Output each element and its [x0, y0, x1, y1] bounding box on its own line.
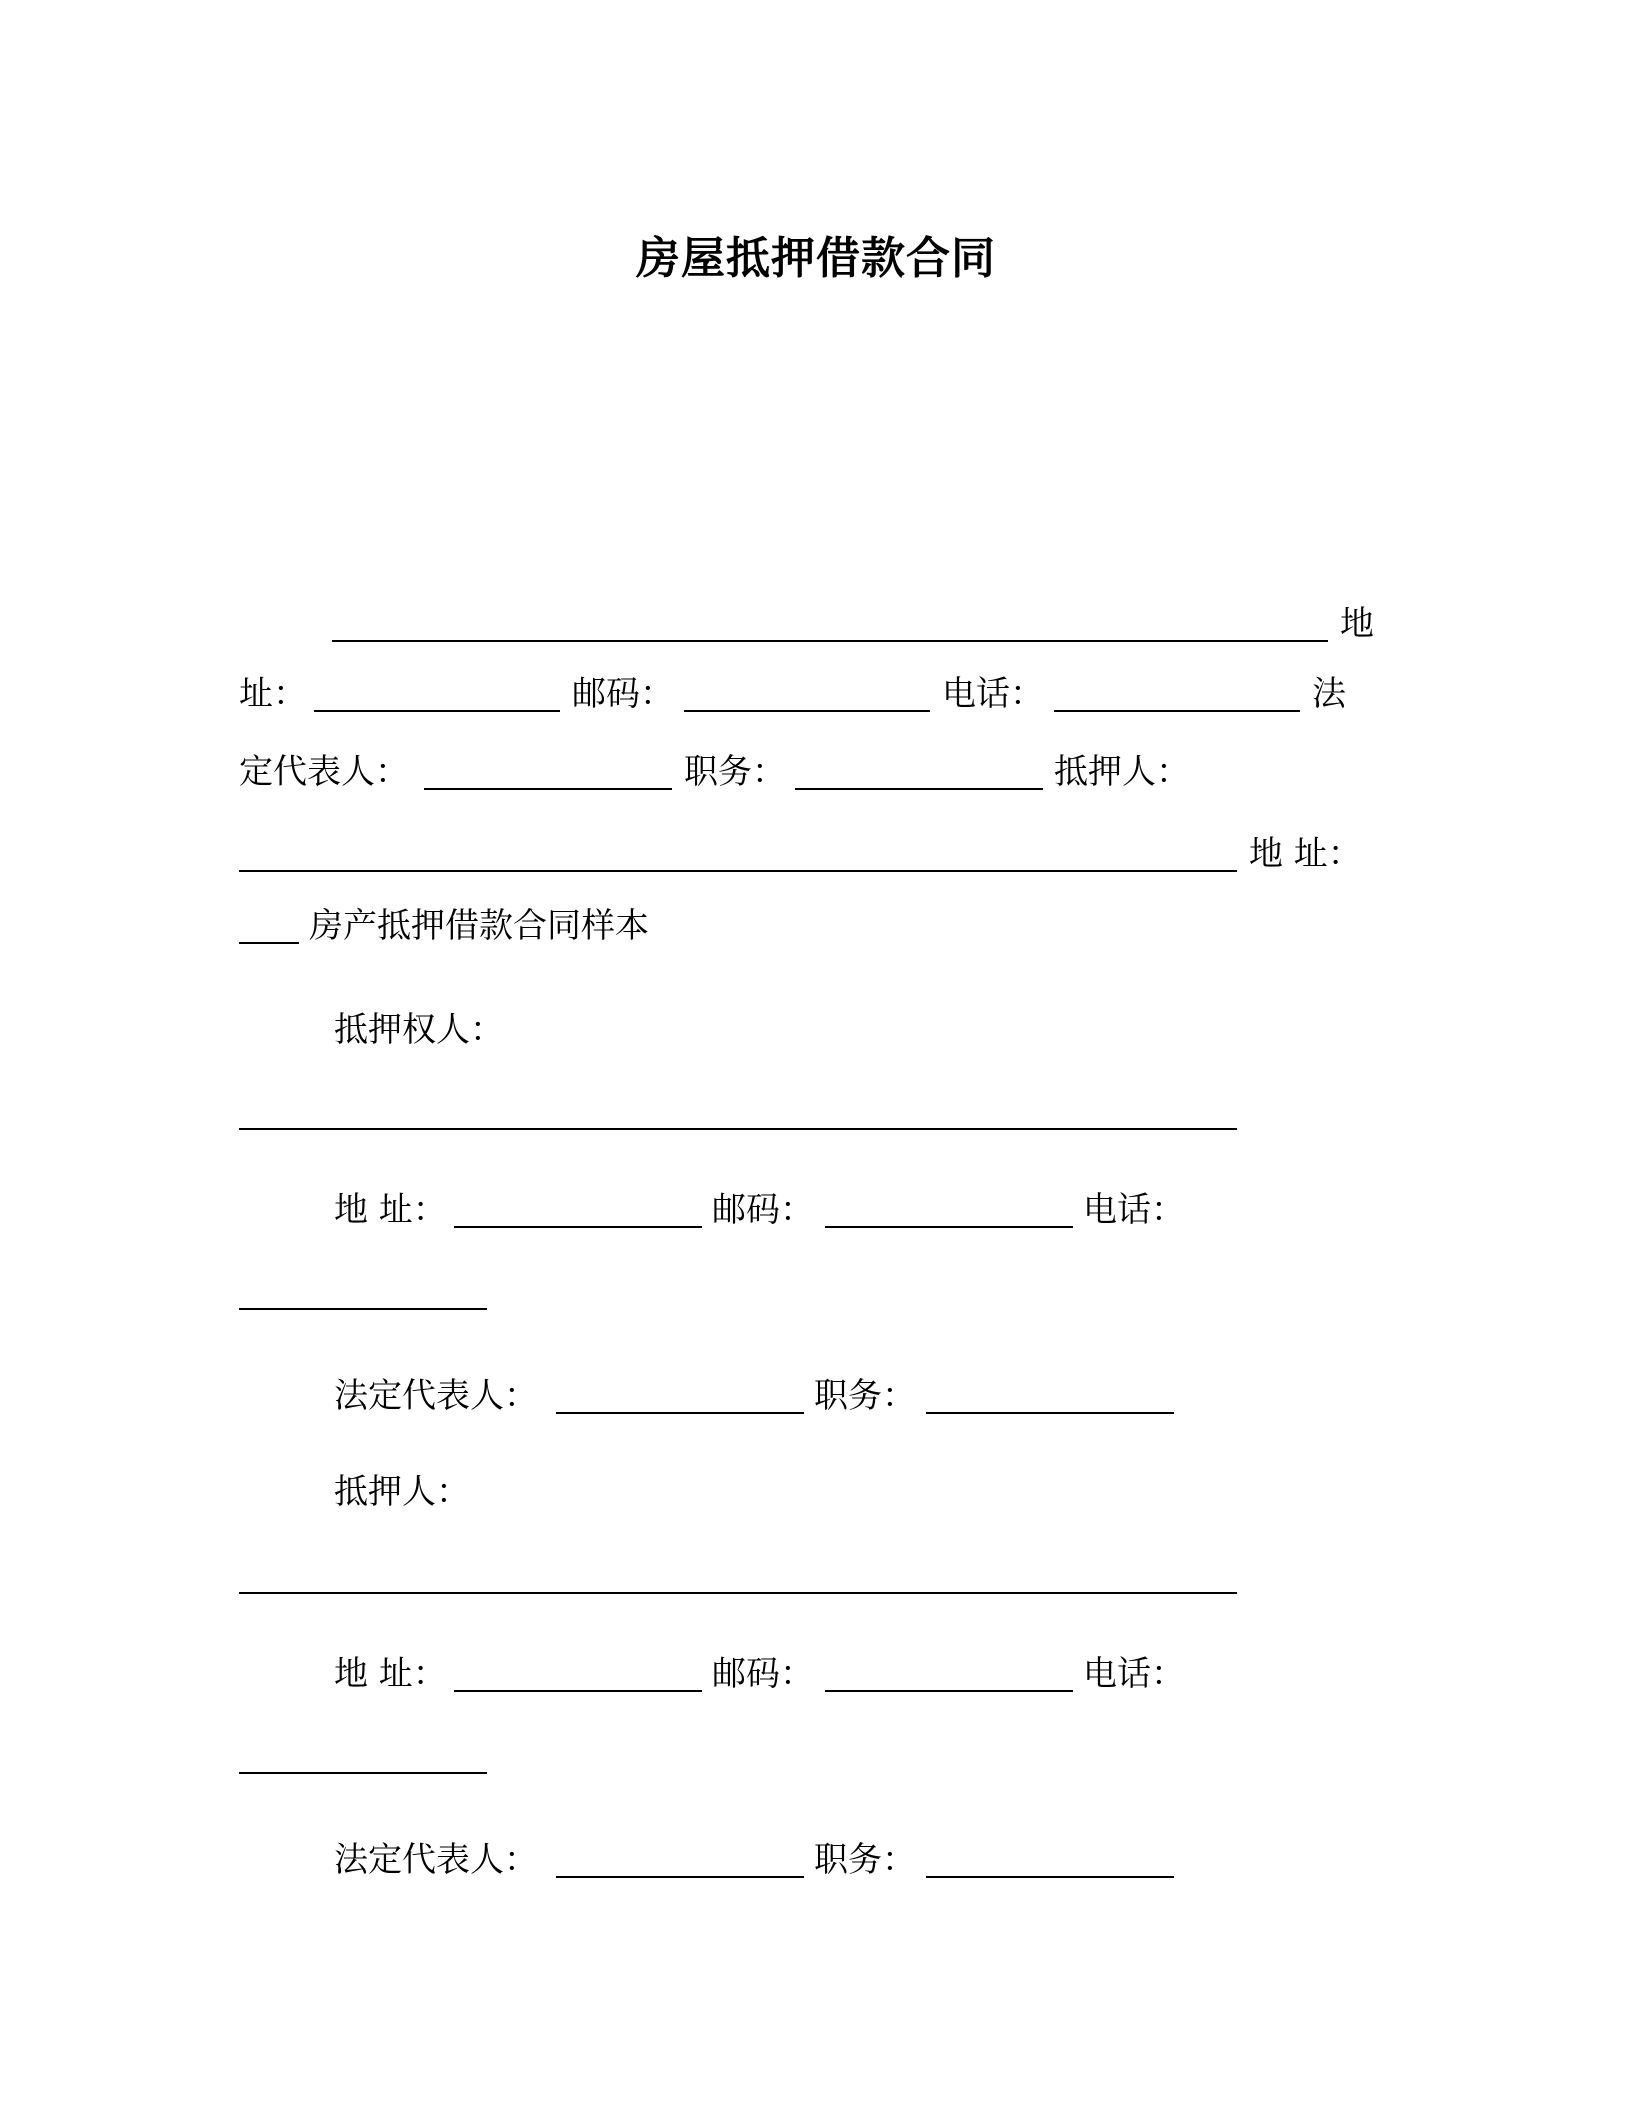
mortgagor-label: 抵押人：	[334, 1472, 470, 1512]
address-blank[interactable]	[454, 1226, 702, 1228]
address-label-part: 址：	[239, 674, 307, 714]
position-blank[interactable]	[926, 1412, 1174, 1414]
legal-rep-label: 法定代表人：	[334, 1840, 538, 1880]
legal-rep-blank[interactable]	[556, 1876, 804, 1878]
mortgagee-label: 抵押权人：	[334, 1010, 504, 1050]
legal-rep-label: 法定代表人：	[334, 1376, 538, 1416]
address-blank[interactable]	[314, 710, 560, 712]
phone-blank[interactable]	[239, 1308, 487, 1310]
postcode-label: 邮码：	[712, 1654, 814, 1694]
sample-heading: 房产抵押借款合同样本	[309, 906, 649, 946]
postcode-blank[interactable]	[825, 1690, 1073, 1692]
phone-label: 电话：	[942, 674, 1044, 714]
position-label: 职务：	[814, 1376, 916, 1416]
phone-label: 电话：	[1083, 1654, 1185, 1694]
address-blank[interactable]	[239, 942, 299, 944]
mortgagor-blank[interactable]	[239, 870, 1237, 872]
document-title: 房屋抵押借款合同	[636, 233, 996, 284]
address-label: 地 址：	[1249, 834, 1362, 874]
postcode-blank[interactable]	[684, 710, 930, 712]
mortgagor-label: 抵押人：	[1054, 752, 1190, 792]
legal-rep-label-part: 定代表人：	[239, 752, 409, 792]
phone-blank[interactable]	[1054, 710, 1300, 712]
address-label-part: 地	[1340, 604, 1374, 644]
legal-rep-label-part: 法	[1312, 674, 1346, 714]
legal-rep-blank[interactable]	[424, 788, 672, 790]
address-blank[interactable]	[454, 1690, 702, 1692]
position-blank[interactable]	[795, 788, 1043, 790]
mortgagee-blank[interactable]	[239, 1128, 1237, 1130]
postcode-blank[interactable]	[825, 1226, 1073, 1228]
blank-line[interactable]	[332, 640, 1328, 642]
address-label: 地 址：	[334, 1654, 447, 1694]
mortgagor-blank[interactable]	[239, 1592, 1237, 1594]
phone-label: 电话：	[1083, 1190, 1185, 1230]
position-label: 职务：	[684, 752, 786, 792]
legal-rep-blank[interactable]	[556, 1412, 804, 1414]
position-label: 职务：	[814, 1840, 916, 1880]
position-blank[interactable]	[926, 1876, 1174, 1878]
address-label: 地 址：	[334, 1190, 447, 1230]
postcode-label: 邮码：	[712, 1190, 814, 1230]
postcode-label: 邮码：	[572, 674, 674, 714]
phone-blank[interactable]	[239, 1772, 487, 1774]
